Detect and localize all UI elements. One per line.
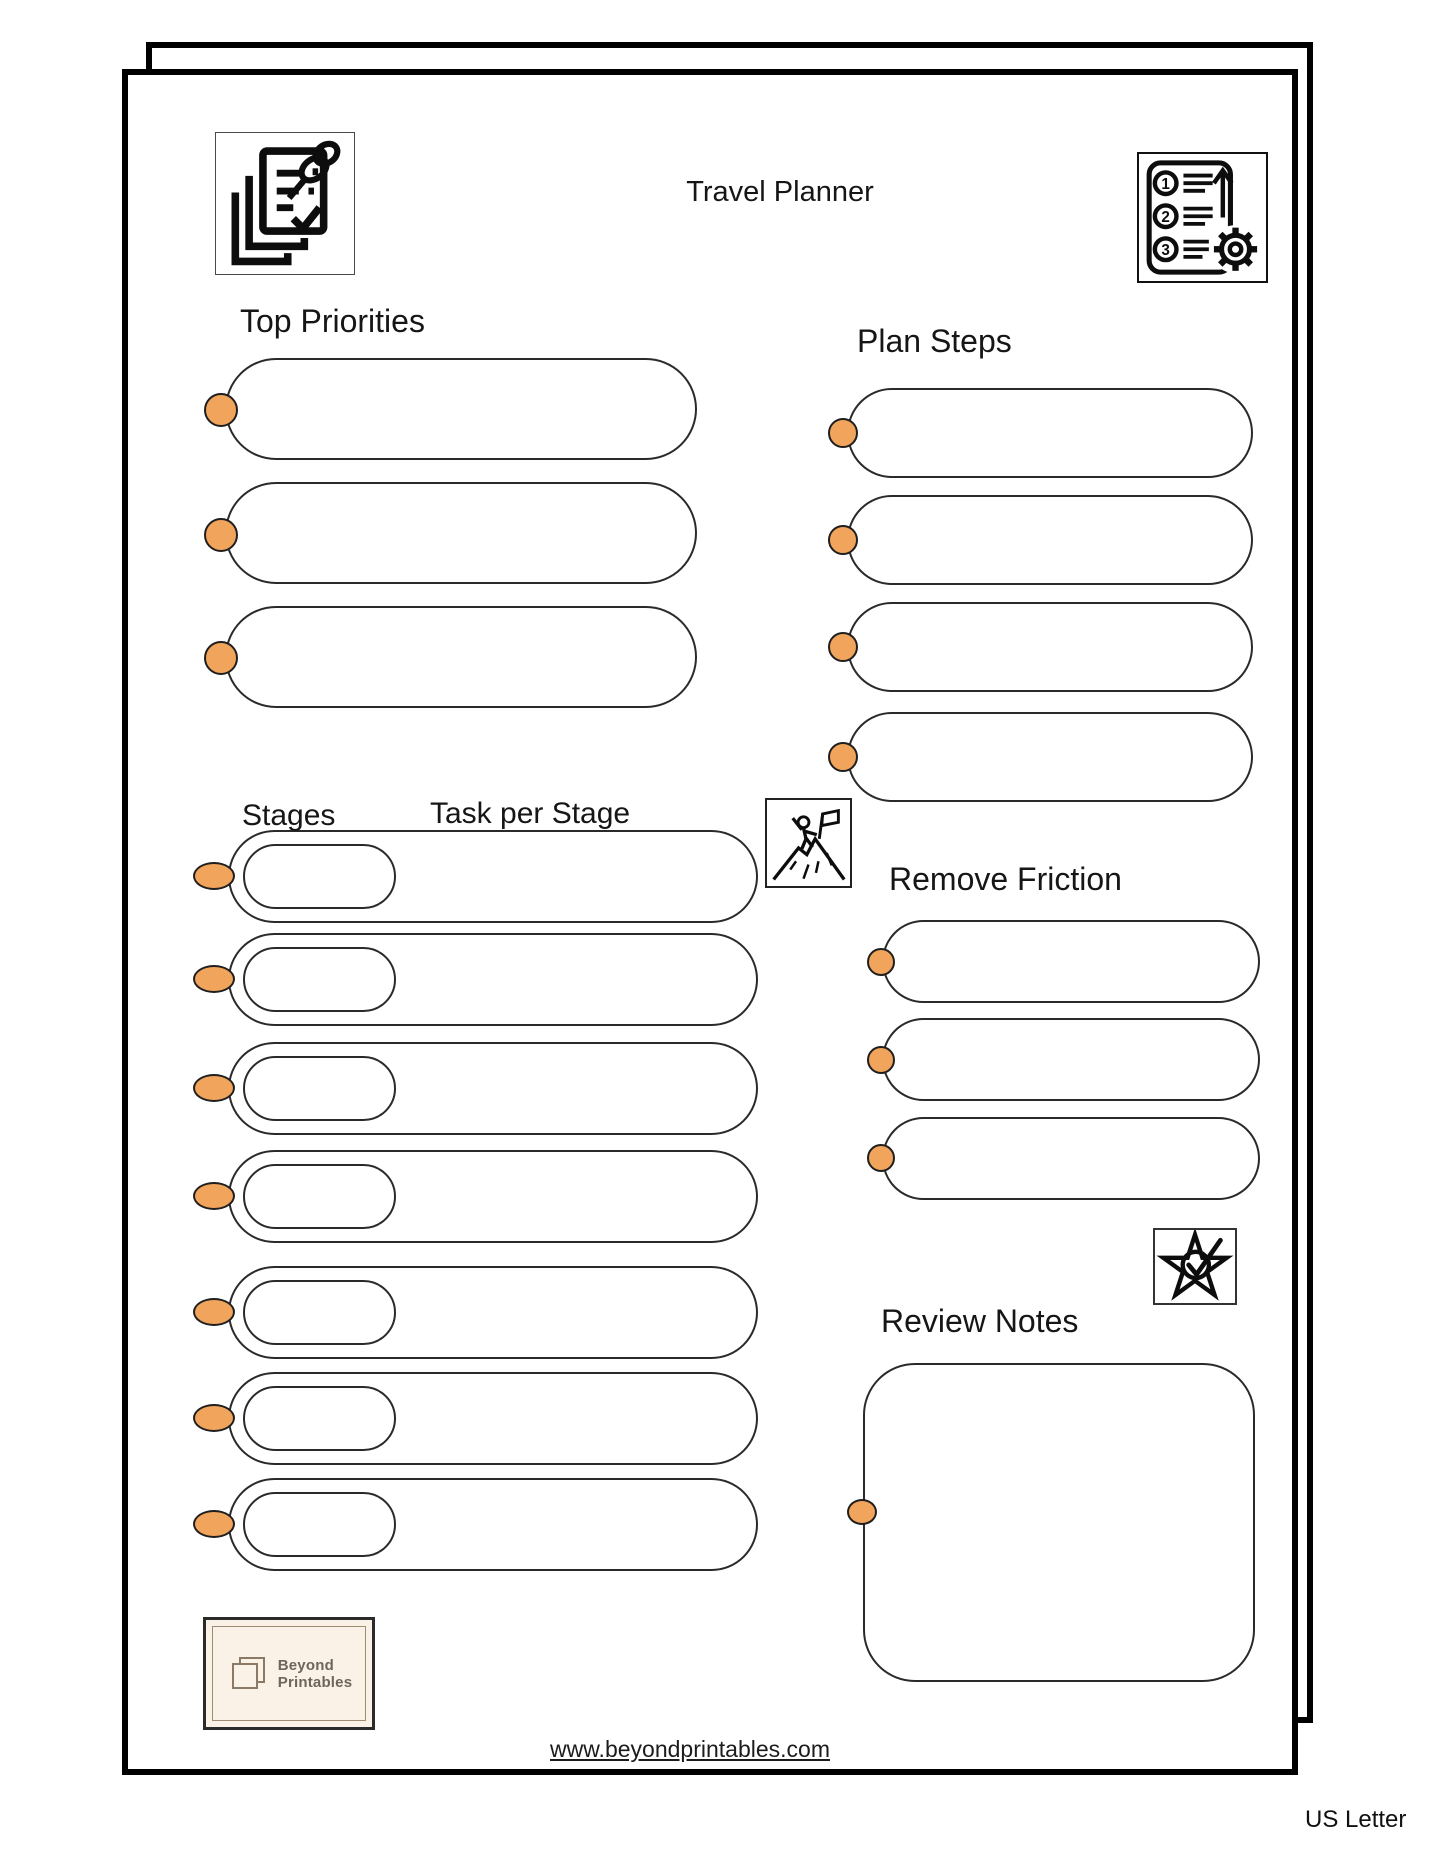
bullet-dot: [828, 632, 858, 662]
page-title: Travel Planner: [686, 176, 874, 208]
bullet-dot: [193, 1182, 235, 1210]
star-check-icon: [1153, 1228, 1237, 1305]
bullet-dot: [828, 742, 858, 772]
bullet-dot: [193, 1510, 235, 1538]
top-priorities-heading: Top Priorities: [240, 303, 425, 339]
top-priority-field: [225, 606, 697, 708]
bullet-dot: [204, 518, 238, 552]
numbered-steps-gear-icon: [1137, 152, 1268, 283]
svg-text:3: 3: [1161, 241, 1170, 259]
bullet-dot: [193, 1074, 235, 1102]
remove-friction-field: [882, 1018, 1260, 1101]
bullet-dot: [867, 1046, 895, 1074]
bullet-dot: [193, 1298, 235, 1326]
bullet-dot: [193, 1404, 235, 1432]
stage-name-field: [243, 1386, 396, 1451]
stage-name-field: [243, 1164, 396, 1229]
bullet-dot: [193, 862, 235, 890]
brand-name-line1: Beyond: [277, 1656, 334, 1674]
plan-step-field: [847, 388, 1253, 478]
bullet-dot: [867, 948, 895, 976]
remove-friction-field: [882, 920, 1260, 1003]
pages-logo-icon: [226, 1652, 270, 1696]
svg-text:1: 1: [1161, 175, 1170, 193]
remove-friction-heading: Remove Friction: [889, 861, 1122, 897]
stage-name-field: [243, 1280, 396, 1345]
bullet-dot: [204, 393, 238, 427]
pinned-notes-checklist-icon: [215, 132, 355, 275]
bullet-dot: [204, 641, 238, 675]
plan-step-field: [847, 495, 1253, 585]
review-notes-heading: Review Notes: [881, 1303, 1079, 1339]
bullet-dot: [867, 1144, 895, 1172]
stage-name-field: [243, 1056, 396, 1121]
bullet-dot: [193, 965, 235, 993]
stage-name-field: [243, 1492, 396, 1557]
plan-step-field: [847, 712, 1253, 802]
brand-logo: [203, 1617, 375, 1730]
brand-name-line2: Printables: [277, 1673, 353, 1691]
bullet-dot: [828, 418, 858, 448]
remove-friction-field: [882, 1117, 1260, 1200]
svg-text:2: 2: [1161, 208, 1170, 226]
top-priority-field: [225, 482, 697, 584]
brand-logo-frame: [212, 1626, 366, 1721]
footer-url-link[interactable]: www.beyondprintables.com: [550, 1736, 830, 1762]
bullet-dot: [828, 525, 858, 555]
paper-size-label: US Letter: [1305, 1806, 1407, 1833]
plan-steps-heading: Plan Steps: [857, 323, 1012, 359]
stage-name-field: [243, 947, 396, 1012]
bullet-dot: [847, 1499, 877, 1525]
review-notes-field: [863, 1363, 1255, 1682]
task-per-stage-heading: Task per Stage: [430, 797, 631, 830]
plan-step-field: [847, 602, 1253, 692]
top-priority-field: [225, 358, 697, 460]
mountain-summit-flag-icon: [765, 798, 852, 888]
stage-name-field: [243, 844, 396, 909]
stages-heading: Stages: [242, 799, 336, 832]
